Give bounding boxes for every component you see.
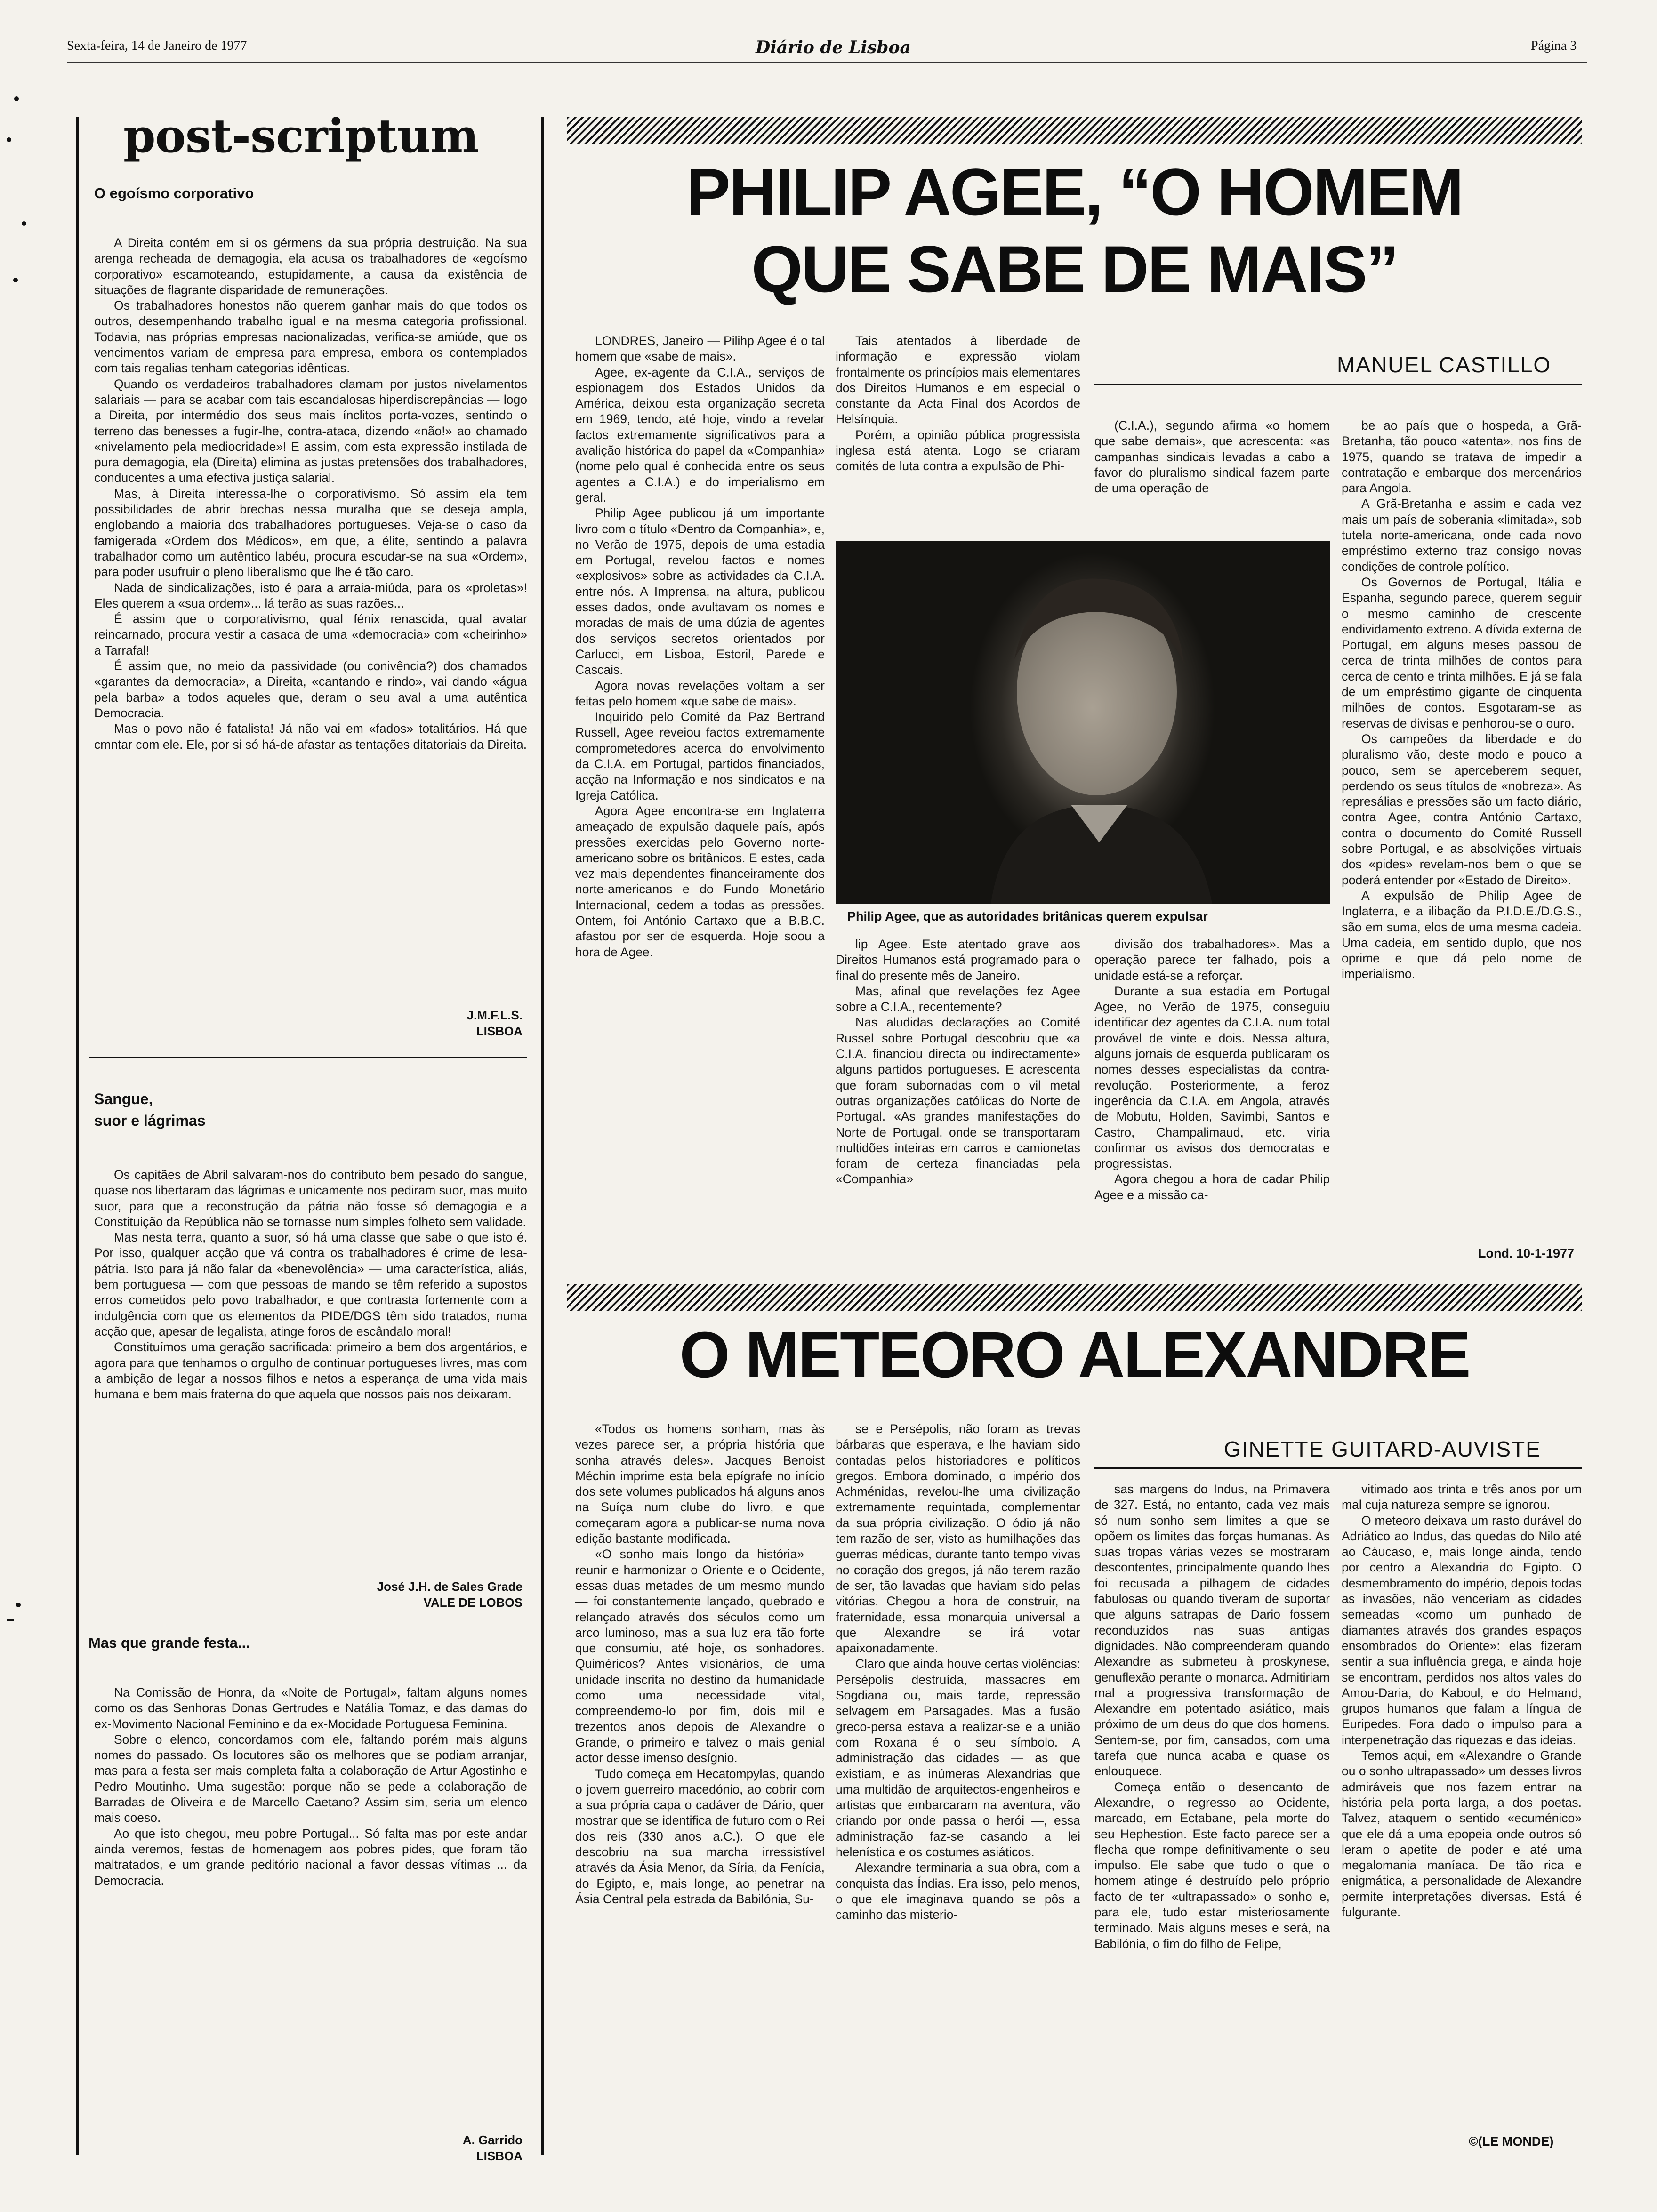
portrait-figure-icon xyxy=(836,541,1330,904)
paragraph: sas margens do Indus, na Primavera de 327. Está, no entanto, cada vez mais só num sonho sem limites a que se opõem os limites das forças humanas. As suas tropas várias vezes se mostraram descontentes, principalmente quando lhes foi recusada a pilhagem de cidades fabulosas ou quando tiveram de suportar que alguns satrapas de Dario fossem reconduzidos nas suas antigas dignidades. Não compreenderam quando Alexandre as submeteu à proskynese, genuflexão perante o monarca. Admitiriam mal a progressiva transformação de Alexandre em potentado asiático, mais próximo de um deus do que dos homens. Sentem-se, por fim, cansados, com uma tarefa que nunca acaba e quase os enlouquece. xyxy=(1094,1482,1330,1779)
agee-headline-line2: QUE SABE DE MAIS” xyxy=(751,232,1398,306)
paragraph: A Direita contém em si os gérmens da sua própria destruição. Na sua arenga recheada de demagogia, ela acusa os trabalhadores de «egoísmo corporativo» escamoteando, estupidamente, a causa da existência de situações de flagrante disparidade de remunerações. xyxy=(94,236,527,297)
paragraph: Tais atentados à liberdade de informação e expressão violam frontalmente os princípios mais elementares dos Direitos Humanos e em especial o constante da Acta Final dos Acordos de Helsínquia. xyxy=(836,334,1080,426)
agee-dateline: Lond. 10-1-1977 xyxy=(1478,1246,1575,1260)
margin-speck xyxy=(16,1603,21,1607)
agee-col2-bottom xyxy=(836,937,1080,1261)
paragraph: Mas o povo não é fatalista! Já não vai em «fados» totalitários. Há que cmntar com ele. Ele, por si só há-de afastar as tentações ditatoriais da Direita. xyxy=(94,721,527,752)
byline-rule xyxy=(1094,384,1582,385)
postscriptum-title: post-scriptum xyxy=(123,109,479,163)
alexandre-col3 xyxy=(1094,1482,1330,2157)
masthead: Diário de Lisboa xyxy=(756,38,911,57)
paragraph: lip Agee. Este atentado grave aos Direitos Humanos está programado para o final do presente mês de Janeiro. xyxy=(836,937,1080,983)
agee-col3-bottom xyxy=(1094,937,1330,1261)
paragraph: Mas, à Direita interessa-lhe o corporativismo. Só assim ela tem possibilidades de abrir brechas nessa muralha que se deseja ampla, englobando a maioria dos trabalhadores portugueses. Veja-se o caso da famigerada «Ordem dos Médicos», em que, a élite, sentindo a palavra trabalhador como um autêntico labéu, procura escudar-se na sua «Ordem», para poder usufruir o pleno liberalismo que lhe é tão caro. xyxy=(94,486,527,579)
paragraph: Inquirido pelo Comité da Paz Bertrand Russell, Agee reveiou factos extremamente comprometedores acerca do envolvimento da C.I.A. em Portugal, partidos financiados, acção na Informação e nos sindicatos e na Igreja Católica. xyxy=(575,710,825,802)
paragraph: Nas aludidas declarações ao Comité Russel sobre Portugal descobriu que «a C.I.A. financiou directa ou indirectamente» alguns partidos portugueses. E acrescenta que foram subornadas com o vil metal outras organizações católicas do Norte de Portugal. «As grandes manifestações do Norte de Portugal, onde se transportaram multidões inteiras em carros e camionetas foram de certeza financiadas pela «Companhia» xyxy=(836,1015,1080,1186)
section-divider xyxy=(89,1057,527,1058)
signature-name: A. Garrido xyxy=(462,2133,523,2147)
paragraph: Sobre o elenco, concordamos com ele, faltando porém mais alguns nomes do passado. Os locutores são os melhores que se podiam arranjar, mas para a festa ser mais completa falta a colaboração de Artur Agostinho e Pedro Moutinho. Uma sugestão: porque não se pede a colaboração de Barradas de Oliveira e de Marcello Caetano? Assim sim, seria um elenco mais coeso. xyxy=(94,1732,527,1825)
paragraph: Na Comissão de Honra, da «Noite de Portugal», faltam alguns nomes como os das Senhoras Donas Gertrudes e Natália Tomaz, e das damas do ex-Movimento Nacional Feminino e da ex-Mocidade Portuguesa Feminina. xyxy=(94,1685,527,1731)
paragraph: Porém, a opinião pública progressista inglesa está atenta. Logo se criaram comités de luta contra a expulsão de Phi- xyxy=(836,427,1080,473)
paragraph: «O sonho mais longo da história» — reunir e harmonizar o Oriente e o Ocidente, essas duas metades de um mesmo mundo — foi constantemente lançado, quebrado e relançado através dos séculos como um arco luminoso, mas a sua luz era tão forte que consumiu, até hoje, os sonhadores. Quiméricos? Antes visionários, de uma unidade inscrita no destino da humanidade como uma necessidade vital, compreendemo-lo por fim, dois mil e trezentos anos depois de Alexandre o Grande, o primeiro e talvez o mais genial actor desse imenso desígnio. xyxy=(575,1547,825,1765)
postscriptum-right-rule xyxy=(541,117,544,2155)
paragraph: Alexandre terminaria a sua obra, com a conquista das Índias. Era isso, pelo menos, o que ele imaginava quando se pôs a caminho das misterio- xyxy=(836,1860,1080,1922)
alexandre-byline: GINETTE GUITARD-AUVISTE xyxy=(1224,1437,1541,1461)
le-monde-credit: ©(LE MONDE) xyxy=(1469,2134,1554,2148)
heading-line: suor e lágrimas xyxy=(94,1112,206,1129)
alexandre-col2 xyxy=(836,1421,1080,2156)
paragraph: Mas nesta terra, quanto a suor, só há uma classe que sabe o que isto é. Por isso, qualquer acção que vá contra os trabalhadores é crime de lesa-pátria. Isto para já não falar da «benevolência» — uma característica, aliás, bem portuguesa — com que pessoas de mando se têm referido a supostos erros cometidos pelo povo trabalhador, e que contrasta fortemente com a indulgência com que os elementos da PIDE/DGS têm sido tratados, numa acção que, apesar de legalista, atinge foros de escândalo moral! xyxy=(94,1230,527,1338)
alexandre-col4 xyxy=(1342,1482,1582,2122)
section-heading-sangue xyxy=(94,1088,206,1131)
signature-place: VALE DE LOBOS xyxy=(423,1595,523,1610)
paragraph: A Grã-Bretanha e assim e cada vez mais um país de soberania «limitada», sob tutela norte-americana, onde cada novo empréstimo externo traz consigo novas condições de controle político. xyxy=(1342,497,1582,574)
paragraph: Os Governos de Portugal, Itália e Espanha, segundo parece, querem seguir o mesmo caminho de crescente endividamento extreno. A dívida externa de Portugal, em alguns meses passou de cerca de trinta milhões de contos para cerca de cento e trinta milhões. E já se fala de um empréstimo gigante de cinquenta milhões de contos. Esgotaram-se as reservas de divisas e penhorou-se o ouro. xyxy=(1342,575,1582,730)
margin-speck xyxy=(7,137,11,142)
section-heading-egoismo: O egoísmo corporativo xyxy=(94,185,254,201)
postscriptum-left-rule xyxy=(76,117,79,2155)
paragraph: «Todos os homens sonham, mas às vezes parece ser, a própria história que sonha através deles». Jacques Benoist Méchin imprime esta bela epígrafe no início dos sete volumes publicados há alguns anos na Suíça num clube do livro, e que começaram agora a publicar-se numa nova edição bastante modificada. xyxy=(575,1422,825,1546)
philip-agee-photo xyxy=(836,541,1330,904)
paragraph: Nada de sindicalizações, isto é para a arraia-miúda, para os «proletas»! Eles querem a «sua ordem»... lá terão as suas razões... xyxy=(94,580,527,610)
alexandre-col1 xyxy=(575,1421,825,2156)
page-number: Página 3 xyxy=(1531,39,1577,53)
paragraph: Temos aqui, em «Alexandre o Grande ou o sonho ultrapassado» um desses livros admiráveis que nos fazem entrar na história pela porta larga, a dos poetas. Talvez, ataquem o sentido «ecuménico» que ele dá a uma epopeia onde outros só leram o apetite de poder e até uma megalomania maníaca. De tão rica e enigmática, a personalidade de Alexandre permite interpretações diversas. Está é fulgurante. xyxy=(1342,1748,1582,1920)
paragraph: Quando os verdadeiros trabalhadores clamam por justos nivelamentos salariais — para se acabar com tais escandalosas hiperdiscrepâncias — logo a Direita, por intermédio dos seus mais ínclitos porta-vozes, sentindo o terreno das benesses a fugir-lhe, contra-ataca, dizendo «não!» ao chamado «nivelamento pela mediocridade»! E assim, com esta expressão instilada de pura demagogia, ela (Direita) elimina as justas pretensões dos trabalhadores, conducentes a uma efectiva justiça salarial. xyxy=(94,377,527,485)
paragraph: A expulsão de Philip Agee de Inglaterra, e a ilibação da P.I.D.E./D.G.S., são em suma, elos de uma mesma cadeia. Uma cadeia, em sentido duplo, que nos oprime e que dá pelo nome de imperialismo. xyxy=(1342,888,1582,981)
agee-col1 xyxy=(575,333,825,1284)
signature-place: LISBOA xyxy=(476,1024,523,1038)
agee-headline-line1: PHILIP AGEE, “O HOMEM xyxy=(686,155,1463,229)
paragraph: be ao país que o hospeda, a Grã-Bretanha, tão pouco «atenta», nos fins de 1975, quando se tratava de impedir a contratação e embarque dos mercenários para Angola. xyxy=(1342,418,1582,496)
margin-mark xyxy=(7,1619,14,1621)
paragraph: Philip Agee publicou já um importante livro com o título «Dentro da Companhia», e, no Verão de 1975, depois de uma estadia em Portugal, revelou factos e nomes «explosivos» sobre as actividades da C.I.A. entre nós. A Imprensa, na altura, publicou esses dados, onde avultavam os nomes e moradas de mais de uma dúzia de agentes dos serviços secretos orientados por Carlucci, em Lisboa, Estoril, Parede e Cascais. xyxy=(575,506,825,677)
signature-name: José J.H. de Sales Grade xyxy=(377,1579,523,1594)
alexandre-top-hatch-bar xyxy=(567,1284,1582,1311)
issue-date: Sexta-feira, 14 de Janeiro de 1977 xyxy=(67,39,247,53)
header-rule xyxy=(67,62,1587,63)
section-body-festa xyxy=(94,1685,527,1996)
paragraph: Constituímos uma geração sacrificada: primeiro a bem dos argentários, e agora para que tenhamos o orgulho de continuar portugueses livres, mas com a ambição de legar a nossos filhos e netos a esperança de uma vida mais humana e bem mais fraterna do que aquela que nossos pais nos deixaram. xyxy=(94,1340,527,1402)
section-body-sangue xyxy=(94,1167,527,1511)
paragraph: Durante a sua estadia em Portugal Agee, no Verão de 1975, conseguiu identificar dez agentes da C.I.A. num total provável de vinte e dois. Nessa altura, alguns jornais de esquerda publicaram os nomes desses especialistas da contra-revolução. Posteriormente, a feroz ingerência da C.I.A. em Angola, através de Mobutu, Holden, Savimbi, Santos e Castro, Champalimaud, etc. viria confirmar os avisos dos democratas e progressistas. xyxy=(1094,984,1330,1171)
paragraph: Começa então o desencanto de Alexandre, o regresso ao Ocidente, marcado, em Ectabane, pela morte do seu Hephestion. Este facto parece ser a flecha que rompe definitivamente o seu impulso. Ele sabe que tudo o que o homem atinge é destruído pelo próprio facto de ter «ultrapassado» o sonho e, para ele, tudo estar misteriosamente terminado. Mais alguns meses e será, na Babilónia, o fim do filho de Felipe, xyxy=(1094,1779,1330,1951)
paragraph: Os campeões da liberdade e do pluralismo vão, deste modo e pouco a pouco, sem se aperceberem sequer, perdendo os seus títulos de «nobreza». As represálias e pressões são um facto diário, contra Agee, contra António Cartaxo, contra o documento do Comité Russell sobre Portugal, e as absolvições virtuais dos «pides» revelam-nos bem o que se poderá entender por «Estado de Direito». xyxy=(1342,731,1582,887)
paragraph: Ao que isto chegou, meu pobre Portugal... Só falta mas por este andar ainda veremos, festas de homenagem aos pobres pides, que foram tão maltratados, e um grande peditório nacional a favor dessas vítimas ... da Democracia. xyxy=(94,1826,527,1888)
paragraph: divisão dos trabalhadores». Mas a operação parece ter falhado, pois a unidade está-se a reforçar. xyxy=(1094,937,1330,983)
agee-top-hatch-bar xyxy=(567,117,1582,144)
signature-sales-grade xyxy=(264,1579,523,1611)
paragraph: Mas, afinal que revelações fez Agee sobre a C.I.A., recentemente? xyxy=(836,984,1080,1014)
paragraph: É assim que o corporativismo, qual fénix renascida, qual avatar reincarnado, procura vestir a casaca de uma «democracia» com «cheirinho» a Tarrafal! xyxy=(94,612,527,657)
signature-jmfls xyxy=(330,1007,523,1039)
agee-col2-top xyxy=(836,333,1080,531)
signature-place: LISBOA xyxy=(476,2149,523,2163)
photo-caption: Philip Agee, que as autoridades britânicas querem expulsar xyxy=(847,909,1208,923)
paragraph: Agora novas revelações voltam a ser feitas pelo homem «que sabe de mais». xyxy=(575,678,825,708)
alexandre-headline: O METEORO ALEXANDRE xyxy=(679,1319,1470,1391)
section-body-egoismo xyxy=(94,235,527,993)
signature-name: J.M.F.L.S. xyxy=(467,1008,523,1022)
paragraph: O meteoro deixava um rasto durável do Adriático ao Indus, das quedas do Nilo até ao Cáucaso, e, mais longe ainda, tendo por centro a Alexandria do Egipto. O desmembramento do império, depois todas as invasões, não venceriam as cidades semeadas «como um punhado de diamantes através dos grandes espaços ensombrados do Oriente»: elas fizeram sentir a sua influência grega, e ainda hoje se encontram, perdidos nos altos vales do Amou-Daria, do Kaboul, e do Helmand, grupos humanos que falam a língua de Euripedes. Fora dado o impulso para a interpenetração das riquezas e das ideias. xyxy=(1342,1513,1582,1747)
paragraph: Tudo começa em Hecatompylas, quando o jovem guerreiro macedónio, ao cobrir com a sua própria capa o cadáver de Dário, quer mostrar que se identifica de futuro com o Rei dos reis (330 anos a.C.). O que ele descobriu na sua marcha irressistível através da Ásia Menor, da Síria, da Fenícia, do Egipto, e, mais longe, ao penetrar na Ásia Central pela estrada da Babilónia, Su- xyxy=(575,1766,825,1906)
agee-col4 xyxy=(1342,418,1582,1239)
paragraph: (C.I.A.), segundo afirma «o homem que sabe demais», que acrescenta: «as campanhas sindicais levadas a cabo a favor do pluralismo sindical fazem parte de uma operação de xyxy=(1094,418,1330,496)
heading-line: Sangue, xyxy=(94,1090,153,1107)
paragraph: Claro que ainda houve certas violências: Persépolis destruída, massacres em Sogdiana ou, mais tarde, repressão selvagem em Parsagades. Mas a fusão greco-persa estava a realizar-se e a união com Roxana é o seu símbolo. A administração das cidades — as que existiam, e as inúmeras Alexandrias que uma multidão de arquitectos-engenheiros e artistas que embarcaram na aventura, vão criando por onde passa o herói —, essa administração faz-se casando a lei helenística e os costumes asiáticos. xyxy=(836,1657,1080,1859)
paragraph: se e Persépolis, não foram as trevas bárbaras que esperava, e lhe haviam sido contadas pelos historiadores e políticos gregos. Embora dominado, o império dos Achménidas, revelou-lhe uma civilização extremamente requintada, complementar da sua própria civilização. O ódio já não tem razão de ser, visto as humilhações das guerras médicas, durante tanto tempo vivas no coração dos gregos, já não terem razão de ser, tão lavadas que haviam sido pelas vitórias. Chegou a hora de construir, na fraternidade, essa monarquia universal a que Alexandre se irá votar apaixonadamente. xyxy=(836,1422,1080,1656)
margin-speck xyxy=(13,278,18,282)
margin-speck xyxy=(22,221,26,226)
byline-rule xyxy=(1094,1467,1582,1469)
paragraph: Agee, ex-agente da C.I.A., serviços de espionagem dos Estados Unidos da América, deixou esta organização secreta em 1969, tendo, até hoje, vindo a revelar factos extremamente significativos para a avalição histórica do papel da «Companhia» (nome pelo qual é conhecida entre os seus agentes a C.I.A.) e do imperialismo em geral. xyxy=(575,365,825,505)
agee-col3-top xyxy=(1094,418,1330,531)
margin-speck xyxy=(14,96,19,101)
paragraph: LONDRES, Janeiro — Pilihp Agee é o tal homem que «sabe de mais». xyxy=(575,334,825,364)
paragraph: Os trabalhadores honestos não querem ganhar mais do que todos os outros, desempenhando trabalho igual e na mesma categoria profissional. Todavia, nas próprias empresas nacionalizadas, verifica-se amiúde, que os vencimentos variam de empresa para empresa, embora os contemplados com tais regalias tenham categorias idênticas. xyxy=(94,298,527,376)
paragraph: Os capitães de Abril salvaram-nos do contributo bem pesado do sangue, quase nos libertaram das lágrimas e unicamente nos pediram suor, mas muito suor, para que a reconstrução da pátria não fosse só demagogia e a Constituição da República não se tornasse num simples folheto sem validade. xyxy=(94,1168,527,1229)
paragraph: vitimado aos trinta e três anos por um mal cuja natureza sempre se ignorou. xyxy=(1342,1482,1582,1512)
paragraph: Agora Agee encontra-se em Inglaterra ameaçado de expulsão daquele país, após pressões exercidas pelo Governo norte-americano sobre os britânicos. E estes, cada vez mais dependentes financeiramente dos norte-americanos e do Fundo Monetário Internacional, cedem a todas as pressões. Ontem, foi António Cartaxo que a B.B.C. afastou por ser de esquerda. Hoje soou a hora de Agee. xyxy=(575,803,825,959)
agee-byline: MANUEL CASTILLO xyxy=(1337,353,1552,377)
paragraph: É assim que, no meio da passividade (ou conivência?) dos chamados «garantes da democracia», a Direita, «cantando e rindo», vai dando «água pela barba» a todos aqueles que, deram o seu aval a uma autêntica Democracia. xyxy=(94,659,527,720)
section-heading-festa: Mas que grande festa... xyxy=(88,1635,250,1651)
signature-garrido xyxy=(330,2132,523,2164)
paragraph: Agora chegou a hora de cadar Philip Agee e a missão ca- xyxy=(1094,1172,1330,1202)
